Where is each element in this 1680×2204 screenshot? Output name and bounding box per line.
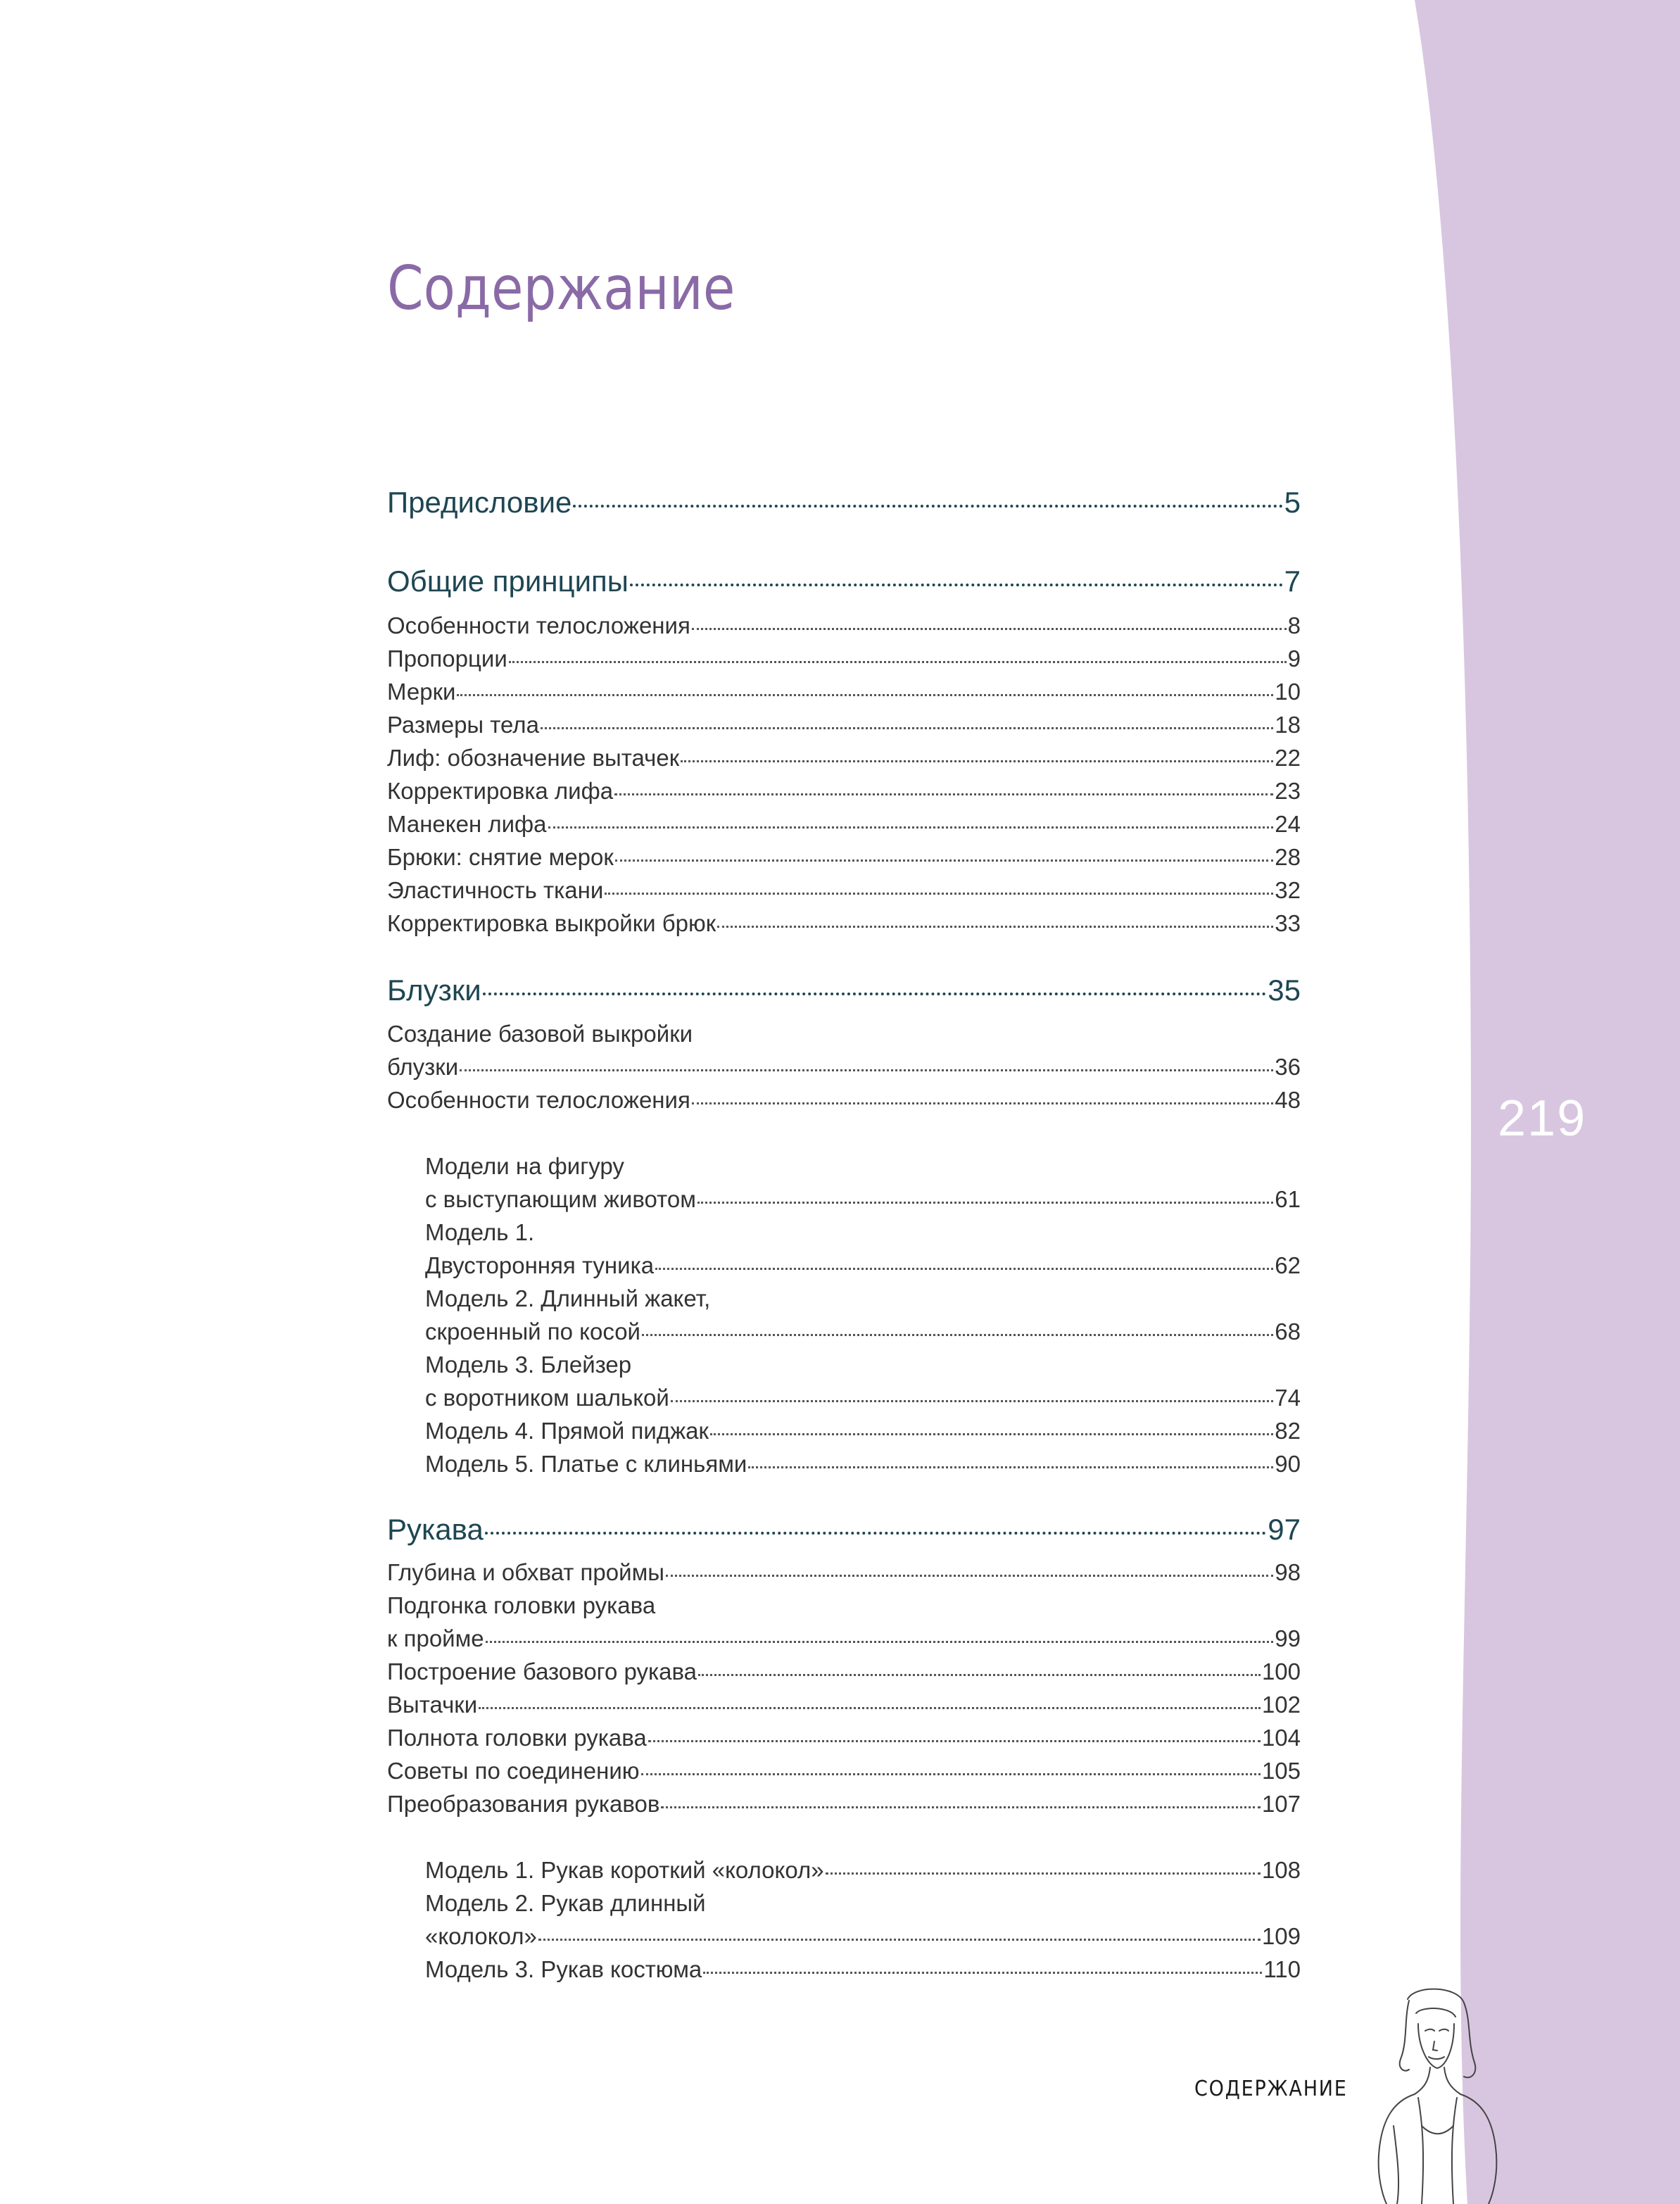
leader-dots bbox=[666, 1575, 1273, 1577]
toc-model[interactable] bbox=[425, 1252, 1301, 1279]
leader-dots bbox=[548, 826, 1274, 829]
toc-section-label: Блузки bbox=[387, 974, 481, 1007]
toc-section-label: Рукава bbox=[387, 1513, 484, 1546]
toc-item[interactable] bbox=[387, 1625, 1301, 1652]
toc-item[interactable] bbox=[387, 1559, 1301, 1586]
leader-dots bbox=[661, 1806, 1261, 1808]
toc-item-label: Советы по соединению bbox=[387, 1758, 640, 1784]
figure-sketch-illustration bbox=[1365, 1985, 1506, 2204]
toc-item[interactable] bbox=[387, 1692, 1301, 1718]
toc-item-label: Вытачки bbox=[387, 1692, 478, 1718]
leader-dots bbox=[692, 628, 1287, 630]
toc-item-label: Пропорции bbox=[387, 646, 507, 672]
leader-dots bbox=[703, 1972, 1262, 1974]
toc-page-number: 68 bbox=[1275, 1318, 1301, 1345]
toc-item-label: Модель 3. Рукав костюма bbox=[425, 1956, 702, 1982]
toc-model[interactable] bbox=[425, 1451, 1301, 1478]
toc-page-number: 62 bbox=[1275, 1252, 1301, 1278]
leader-dots bbox=[681, 760, 1273, 762]
toc-item-label: с воротником шалькой bbox=[425, 1385, 669, 1411]
toc-page-number: 32 bbox=[1275, 877, 1301, 903]
toc-item[interactable] bbox=[387, 1725, 1301, 1751]
toc-item[interactable] bbox=[387, 1087, 1301, 1114]
toc-page-number: 48 bbox=[1275, 1087, 1301, 1113]
leader-dots bbox=[717, 926, 1273, 928]
toc-page-number: 90 bbox=[1275, 1451, 1301, 1477]
running-footer: СОДЕРЖАНИЕ bbox=[1194, 2077, 1348, 2101]
toc-page-number: 24 bbox=[1275, 811, 1301, 837]
toc-page-number: 9 bbox=[1287, 646, 1301, 672]
toc-model[interactable] bbox=[425, 1318, 1301, 1345]
toc-page-number: 33 bbox=[1275, 910, 1301, 936]
leader-dots bbox=[483, 993, 1267, 995]
toc-item[interactable] bbox=[387, 745, 1301, 772]
toc-item[interactable] bbox=[387, 910, 1301, 937]
toc-item-label: Размеры тела bbox=[387, 712, 539, 738]
toc-item-label: Эластичность ткани bbox=[387, 877, 604, 903]
leader-dots bbox=[485, 1532, 1266, 1535]
toc-item-label: Корректировка лифа bbox=[387, 778, 614, 804]
toc-item-label: Создание базовой выкройки bbox=[387, 1021, 693, 1047]
table-of-contents bbox=[387, 0, 1301, 2204]
leader-dots bbox=[479, 1707, 1261, 1709]
toc-item-label: Модель 5. Платье с клиньями bbox=[425, 1451, 747, 1477]
leader-dots bbox=[541, 727, 1273, 729]
leader-dots bbox=[486, 1641, 1274, 1643]
toc-item-label: Мерки bbox=[387, 679, 456, 705]
toc-item-label: Двусторонняя туника bbox=[425, 1252, 655, 1278]
toc-section-blouses[interactable] bbox=[387, 974, 1301, 1007]
toc-page-number: 97 bbox=[1268, 1513, 1301, 1546]
toc-page-number: 18 bbox=[1275, 712, 1301, 738]
toc-page-number: 7 bbox=[1284, 565, 1301, 598]
leader-dots bbox=[692, 1102, 1273, 1104]
toc-page-number: 98 bbox=[1275, 1559, 1301, 1585]
toc-page-number: 108 bbox=[1261, 1857, 1301, 1883]
toc-model[interactable] bbox=[425, 1418, 1301, 1444]
toc-item-label: к пройме bbox=[387, 1625, 484, 1651]
toc-model-label: Модель 2. Рукав длинный bbox=[425, 1890, 706, 1916]
toc-page-number: 102 bbox=[1261, 1692, 1301, 1718]
toc-page-number: 82 bbox=[1275, 1418, 1301, 1444]
toc-page-number: 74 bbox=[1275, 1385, 1301, 1411]
leader-dots bbox=[509, 661, 1287, 663]
toc-section-general[interactable] bbox=[387, 565, 1301, 598]
toc-section-label: Общие принципы bbox=[387, 565, 629, 598]
page-number: 219 bbox=[1498, 1090, 1587, 1147]
toc-model-label: Модель 2. Длинный жакет, bbox=[425, 1285, 711, 1311]
toc-item-label: блузки bbox=[387, 1054, 459, 1080]
leader-dots bbox=[648, 1740, 1261, 1742]
toc-page-number: 22 bbox=[1275, 745, 1301, 771]
leader-dots bbox=[614, 793, 1273, 795]
toc-section-label: Предисловие bbox=[387, 486, 572, 519]
toc-item-label: Лиф: обозначение вытачек bbox=[387, 745, 680, 771]
leader-dots bbox=[710, 1433, 1273, 1435]
toc-page-number: 109 bbox=[1261, 1923, 1301, 1949]
toc-model-label: Модель 3. Блейзер bbox=[425, 1352, 632, 1378]
leader-dots bbox=[457, 694, 1273, 696]
leader-dots bbox=[748, 1466, 1273, 1468]
leader-dots bbox=[538, 1939, 1261, 1941]
toc-item-label: Модель 4. Прямой пиджак bbox=[425, 1418, 709, 1444]
toc-page-number: 35 bbox=[1268, 974, 1301, 1007]
toc-page-number: 8 bbox=[1287, 612, 1301, 638]
toc-item-label: Преобразования рукавов bbox=[387, 1791, 660, 1817]
toc-item[interactable] bbox=[387, 612, 1301, 639]
toc-item-label: Полнота головки рукава bbox=[387, 1725, 647, 1751]
leader-dots bbox=[642, 1334, 1273, 1336]
toc-item-label: Корректировка выкройки брюк bbox=[387, 910, 716, 936]
toc-item[interactable] bbox=[387, 679, 1301, 705]
toc-page-number: 10 bbox=[1275, 679, 1301, 705]
toc-item-label: Подгонка головки рукава bbox=[387, 1592, 656, 1618]
toc-page-number: 28 bbox=[1275, 844, 1301, 870]
toc-page-number: 107 bbox=[1261, 1791, 1301, 1817]
toc-page-number: 100 bbox=[1261, 1658, 1301, 1685]
leader-dots bbox=[573, 505, 1282, 508]
toc-item-label: Особенности телосложения bbox=[387, 1087, 690, 1113]
toc-item-label: Манекен лифа bbox=[387, 811, 547, 837]
leader-dots bbox=[630, 584, 1283, 586]
toc-item[interactable] bbox=[387, 712, 1301, 738]
toc-page-number: 23 bbox=[1275, 778, 1301, 804]
toc-model[interactable] bbox=[425, 1186, 1301, 1213]
toc-item[interactable] bbox=[387, 1758, 1301, 1784]
toc-item[interactable] bbox=[387, 778, 1301, 805]
toc-item-label: скроенный по косой bbox=[425, 1318, 640, 1345]
toc-page-number: 5 bbox=[1284, 486, 1301, 519]
toc-model[interactable] bbox=[425, 1385, 1301, 1411]
toc-item[interactable] bbox=[387, 877, 1301, 904]
toc-page-number: 61 bbox=[1275, 1186, 1301, 1212]
toc-item[interactable] bbox=[387, 1791, 1301, 1818]
toc-item-label: с выступающим животом bbox=[425, 1186, 696, 1212]
leader-dots bbox=[460, 1069, 1273, 1071]
leader-dots bbox=[671, 1400, 1273, 1402]
toc-page-number: 105 bbox=[1261, 1758, 1301, 1784]
toc-page-number: 110 bbox=[1263, 1956, 1301, 1982]
leader-dots bbox=[826, 1872, 1261, 1875]
leader-dots bbox=[697, 1202, 1273, 1204]
toc-item-label: Модель 1. Рукав короткий «колокол» bbox=[425, 1857, 824, 1883]
toc-item-label: Глубина и обхват проймы bbox=[387, 1559, 664, 1585]
toc-item[interactable] bbox=[387, 1658, 1301, 1685]
toc-item[interactable] bbox=[387, 646, 1301, 672]
leader-dots bbox=[615, 859, 1273, 862]
toc-item[interactable] bbox=[387, 1054, 1301, 1081]
leader-dots bbox=[641, 1773, 1261, 1775]
toc-page-number: 99 bbox=[1275, 1625, 1301, 1651]
toc-model[interactable] bbox=[425, 1923, 1301, 1950]
leader-dots bbox=[698, 1674, 1261, 1676]
page-title: Содержание bbox=[387, 253, 735, 324]
toc-item-label: «колокол» bbox=[425, 1923, 537, 1949]
toc-model-label: Модели на фигуру bbox=[425, 1153, 624, 1179]
toc-section-sleeves[interactable] bbox=[387, 1513, 1301, 1547]
leader-dots bbox=[655, 1268, 1273, 1270]
toc-model[interactable] bbox=[425, 1857, 1301, 1884]
toc-model-label: Модель 1. bbox=[425, 1219, 535, 1245]
leader-dots bbox=[605, 893, 1273, 895]
toc-section-preface[interactable] bbox=[387, 486, 1301, 519]
toc-item-label: Особенности телосложения bbox=[387, 612, 690, 638]
toc-item-label: Брюки: снятие мерок bbox=[387, 844, 614, 870]
toc-item[interactable] bbox=[387, 844, 1301, 871]
toc-page-number: 36 bbox=[1275, 1054, 1301, 1080]
toc-item-label: Построение базового рукава bbox=[387, 1658, 697, 1685]
toc-page-number: 104 bbox=[1261, 1725, 1301, 1751]
toc-item[interactable] bbox=[387, 811, 1301, 838]
toc-model[interactable] bbox=[425, 1956, 1301, 1983]
